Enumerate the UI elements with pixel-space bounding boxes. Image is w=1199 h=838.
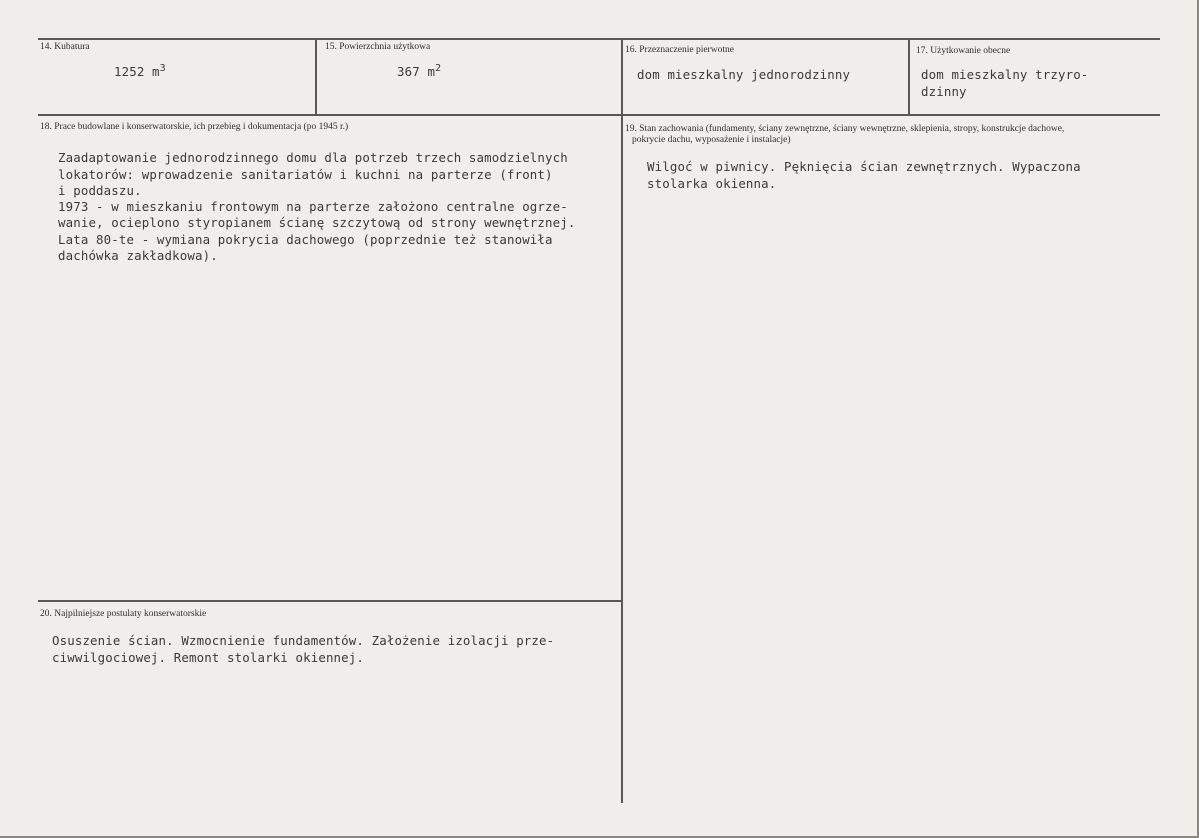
prace-line-2: lokatorów: wprowadzenie sanitariatów i kuchni na parterze (front) [58,167,553,182]
prace-budowlane-label: 18. Prace budowlane i konserwatorskie, ich przebieg i dokumentacja (po 1945 r.) [40,122,349,132]
prace-line-5: wanie, ocieplono styropianem ścianę szczytową od strony wewnętrznej. [58,215,576,230]
postulaty-label: 20. Najpilniejsze postulaty konserwatorskie [40,609,207,619]
row1-bottom-rule [38,114,1160,116]
uzytkowanie-line-1: dom mieszkalny trzyro- [921,67,1089,82]
kubatura-value: 1252 $m^3$ [114,63,166,79]
stan-line-2: stolarka okienna. [647,176,777,191]
top-rule [38,38,1160,40]
powierzchnia-label: 15. Powierzchnia użytkowa [325,42,431,52]
uzytkowanie-line-2: dzinny [921,84,967,99]
stan-zachowania-label-2: pokrycie dachu, wyposażenie i instalacje) [632,135,791,145]
stan-line-1: Wilgoć w piwnicy. Pęknięcia ścian zewnętrznych. Wypaczona [647,159,1081,174]
uzytkowanie-label: 17. Użytkowanie obecne [916,46,1011,56]
prace-line-3: i poddaszu. [58,183,142,198]
divider-15-16 [621,38,623,803]
kubatura-label: 14. Kubatura [40,42,90,52]
divider-18-20 [38,600,622,602]
powierzchnia-value: 367 $m^2$ [397,63,442,79]
prace-line-6: Lata 80-te - wymiana pokrycia dachowego (poprzednie też stanowiła [58,232,553,247]
divider-16-17 [908,38,910,115]
przeznaczenie-label: 16. Przeznaczenie pierwotne [625,45,734,55]
prace-line-1: Zaadaptowanie jednorodzinnego domu dla potrzeb trzech samodzielnych [58,150,568,165]
divider-14-15 [315,38,317,115]
prace-line-4: 1973 - w mieszkaniu frontowym na parterze założono centralne ogrze- [58,199,568,214]
postulaty-line-1: Osuszenie ścian. Wzmocnienie fundamentów. Założenie izolacji prze- [52,633,555,648]
postulaty-line-2: ciwwilgociowej. Remont stolarki okiennej. [52,650,365,665]
przeznaczenie-value: dom mieszkalny jednorodzinny [637,67,851,82]
stan-zachowania-label-1: 19. Stan zachowania (fundamenty, ściany zewnętrzne, ściany wewnętrzne, sklepienia, stropy, konstrukcje dachowe, [625,124,1065,134]
prace-line-7: dachówka zakładkowa). [58,248,218,263]
